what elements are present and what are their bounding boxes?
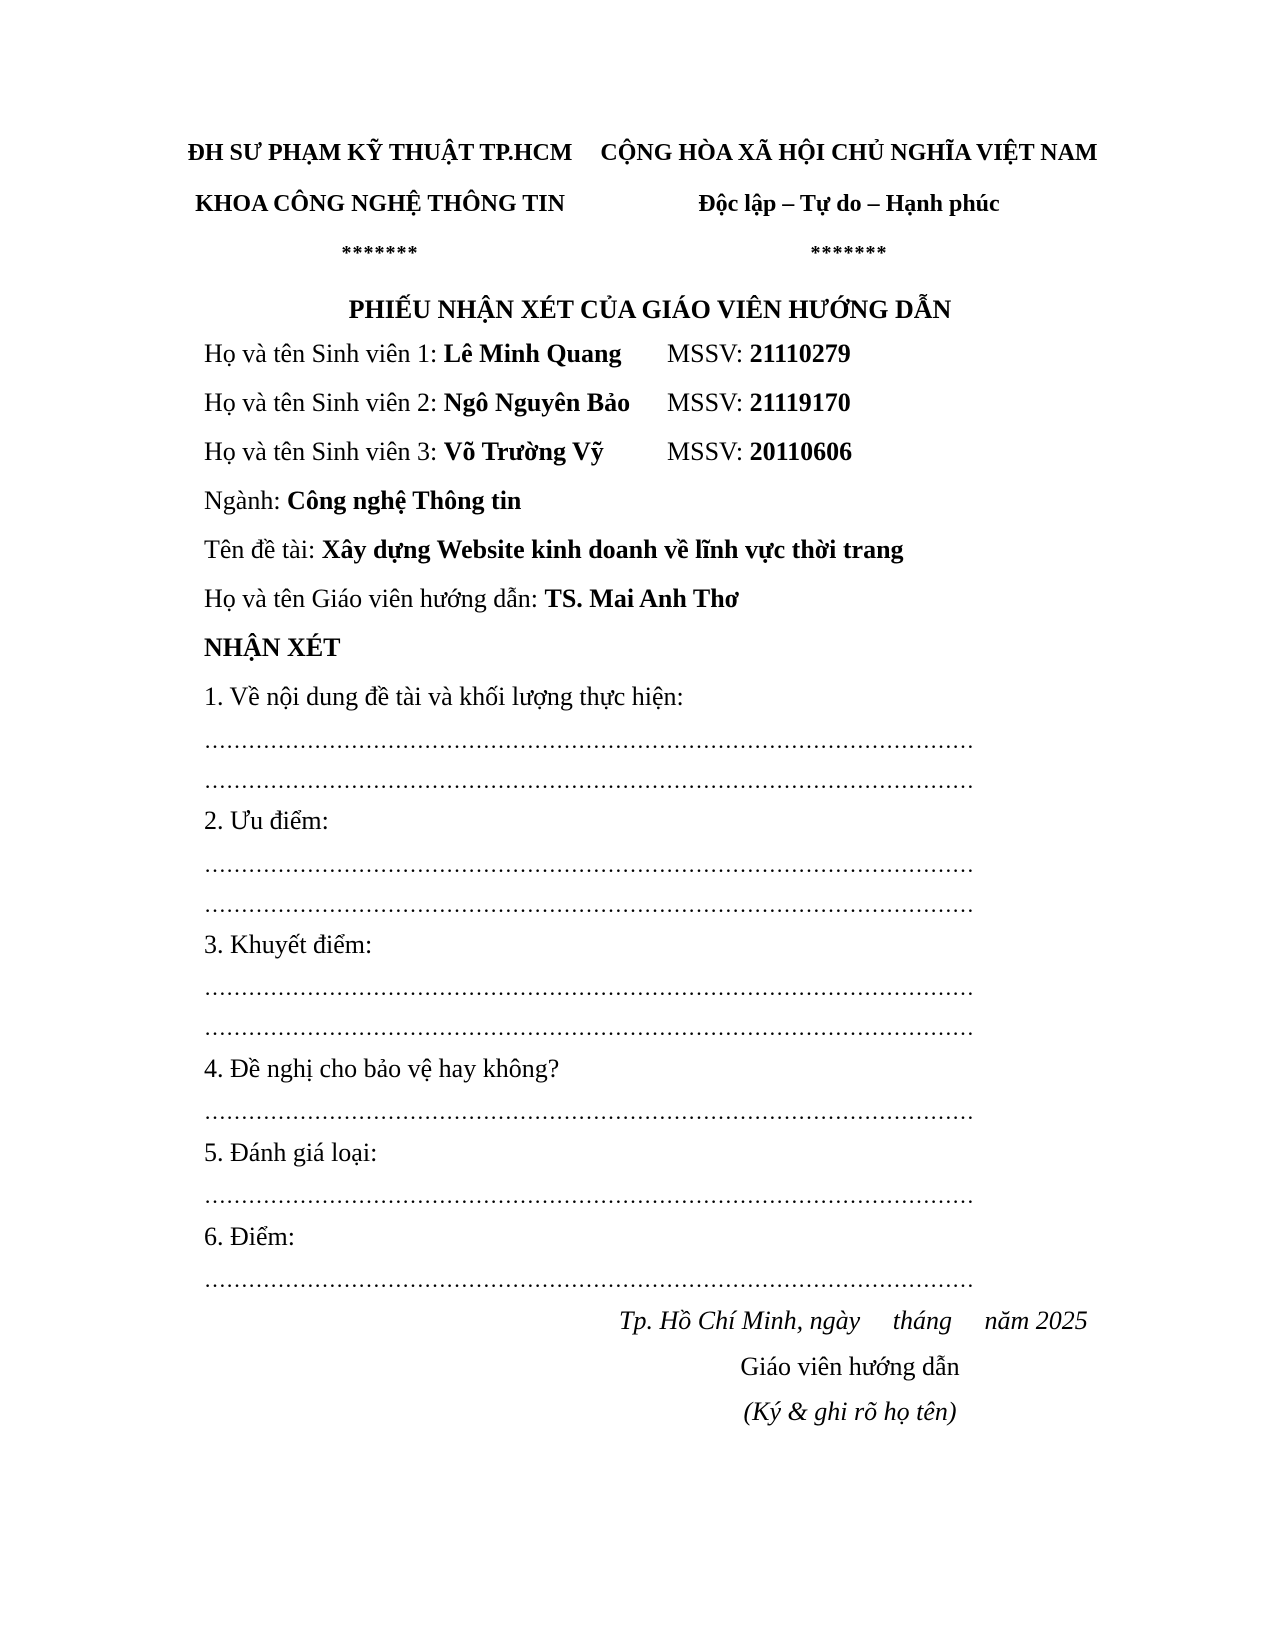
section-1-answer-line-2[interactable]: …………………………………………………………………………………………… xyxy=(204,768,974,793)
section-1-label: 1. Về nội dung đề tài và khối lượng thực hiện: xyxy=(204,682,684,711)
signature-note: (Ký & ghi rõ họ tên) xyxy=(743,1397,957,1426)
advisor-row xyxy=(204,584,739,614)
student-2-mssv-row xyxy=(667,388,851,418)
topic-label: Tên đề tài: xyxy=(204,535,322,564)
signature-role: Giáo viên hướng dẫn xyxy=(740,1352,960,1381)
section-1-answer-line-1[interactable]: …………………………………………………………………………………………… xyxy=(204,728,974,753)
section-2-answer-line-2[interactable]: …………………………………………………………………………………………… xyxy=(204,892,974,917)
nation-motto: Độc lập – Tự do – Hạnh phúc xyxy=(698,191,1000,217)
nation-name: CỘNG HÒA XÃ HỘI CHỦ NGHĨA VIỆT NAM xyxy=(600,140,1098,166)
section-4-label: 4. Đề nghị cho bảo vệ hay không? xyxy=(204,1054,560,1083)
student-1-mssv-row xyxy=(667,339,851,369)
faculty-name: KHOA CÔNG NGHỆ THÔNG TIN xyxy=(195,191,565,217)
form-title: PHIẾU NHẬN XÉT CỦA GIÁO VIÊN HƯỚNG DẪN xyxy=(348,295,952,324)
advisor-value: TS. Mai Anh Thơ xyxy=(544,584,740,613)
university-name: ĐH SƯ PHẠM KỸ THUẬT TP.HCM xyxy=(187,140,573,166)
section-3-answer-line-1[interactable]: …………………………………………………………………………………………… xyxy=(204,975,974,1000)
student-3-name: Võ Trường Vỹ xyxy=(443,437,604,466)
topic-row xyxy=(204,535,904,565)
advisor-label: Họ và tên Giáo viên hướng dẫn: xyxy=(204,584,545,613)
major-row xyxy=(204,486,521,516)
student-3-row xyxy=(204,437,604,467)
right-stars-divider: ******* xyxy=(810,242,888,264)
topic-value: Xây dựng Website kinh doanh về lĩnh vực thời trang xyxy=(321,535,904,564)
student-3-mssv: 20110606 xyxy=(749,437,853,466)
student-2-mssv: 21119170 xyxy=(749,388,851,417)
student-1-label: Họ và tên Sinh viên 1: xyxy=(204,339,444,368)
major-label: Ngành: xyxy=(204,486,288,515)
section-2-answer-line-1[interactable]: …………………………………………………………………………………………… xyxy=(204,852,974,877)
section-2-label: 2. Ưu điểm: xyxy=(204,806,329,835)
student-2-row xyxy=(204,388,630,418)
student-1-row xyxy=(204,339,621,369)
signature-date-line: Tp. Hồ Chí Minh, ngày tháng năm 2025 xyxy=(619,1306,1088,1335)
section-5-answer-line[interactable]: …………………………………………………………………………………………… xyxy=(204,1183,974,1208)
section-3-answer-line-2[interactable]: …………………………………………………………………………………………… xyxy=(204,1015,974,1040)
student-3-mssv-label: MSSV: xyxy=(667,437,750,466)
section-4-answer-line[interactable]: …………………………………………………………………………………………… xyxy=(204,1099,974,1124)
student-2-label: Họ và tên Sinh viên 2: xyxy=(204,388,444,417)
major-value: Công nghệ Thông tin xyxy=(287,486,522,515)
comments-heading: NHẬN XÉT xyxy=(204,633,341,662)
student-3-mssv-row xyxy=(667,437,852,467)
left-stars-divider: ******* xyxy=(341,242,419,264)
section-3-label: 3. Khuyết điểm: xyxy=(204,930,373,959)
section-6-answer-line[interactable]: …………………………………………………………………………………………… xyxy=(204,1267,974,1292)
section-6-label: 6. Điểm: xyxy=(204,1222,295,1251)
student-1-name: Lê Minh Quang xyxy=(443,339,622,368)
student-2-name: Ngô Nguyên Bảo xyxy=(443,388,631,417)
student-1-mssv-label: MSSV: xyxy=(667,339,750,368)
section-5-label: 5. Đánh giá loại: xyxy=(204,1138,378,1167)
student-1-mssv: 21110279 xyxy=(749,339,851,368)
student-2-mssv-label: MSSV: xyxy=(667,388,750,417)
student-3-label: Họ và tên Sinh viên 3: xyxy=(204,437,444,466)
